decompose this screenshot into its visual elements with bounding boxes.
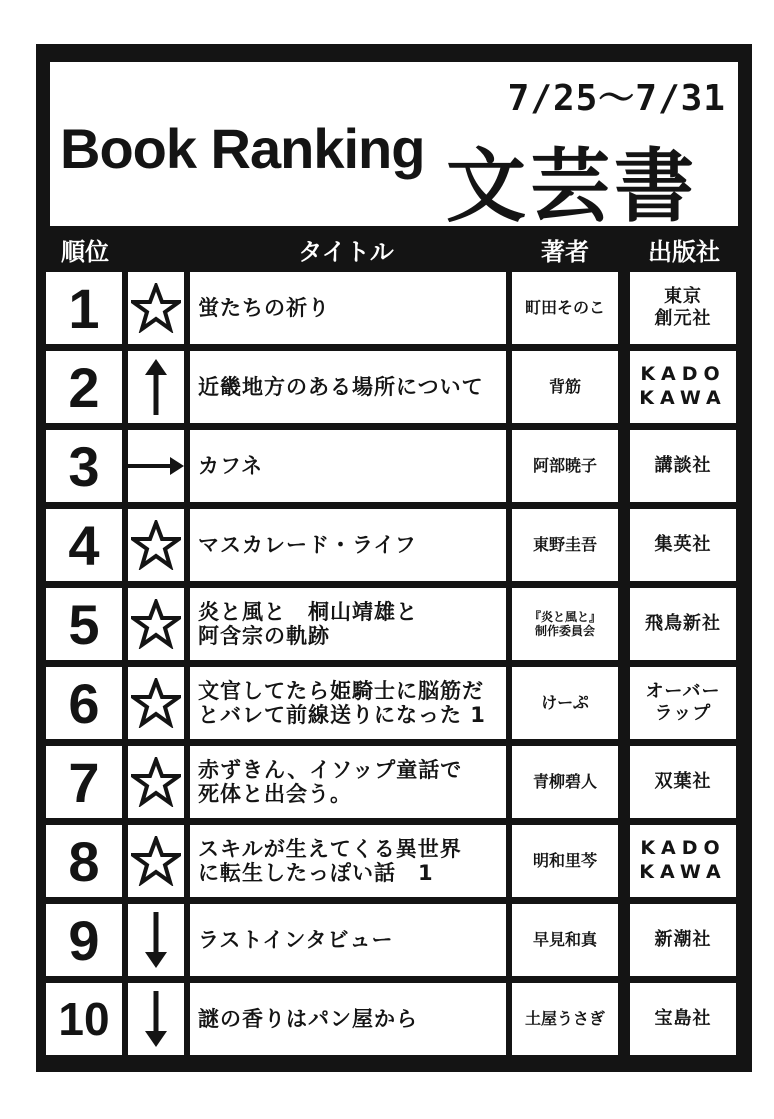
trend-mark (128, 983, 184, 1055)
book-publisher (630, 983, 736, 1055)
ranking-board (36, 44, 752, 1072)
rank-number (46, 904, 122, 976)
rank-number-text: 1 (68, 276, 100, 340)
star-icon (131, 678, 181, 728)
book-author (512, 430, 618, 502)
trend-mark (128, 430, 184, 502)
book-author-text: 阿部暁子 (532, 456, 597, 476)
book-author (512, 509, 618, 581)
book-publisher (630, 430, 736, 502)
book-title (190, 272, 506, 344)
trend-mark (128, 825, 184, 897)
genre-title: 文芸書 (446, 140, 698, 233)
book-author-text: 東野圭吾 (532, 535, 597, 555)
rank-number-text: 5 (68, 592, 100, 656)
star-icon (131, 757, 181, 807)
book-author (512, 746, 618, 818)
arrow-right-icon (128, 451, 184, 481)
book-author-text: 土屋うさぎ (524, 1009, 605, 1029)
rank-number-text: 8 (68, 829, 100, 893)
book-publisher-text: KADO KAWA (639, 837, 727, 883)
book-publisher-text: 東京 創元社 (654, 285, 712, 329)
book-title (190, 667, 506, 739)
book-title (190, 904, 506, 976)
trend-mark (128, 351, 184, 423)
rank-number (46, 746, 122, 818)
book-author (512, 272, 618, 344)
book-publisher-text: 双葉社 (654, 770, 712, 792)
book-publisher-text: 飛鳥新社 (645, 612, 721, 634)
book-author-text: 『炎と風と』 制作委員会 (528, 609, 601, 638)
rank-number-text: 7 (68, 750, 100, 814)
ranking-row (36, 430, 752, 504)
book-author (512, 904, 618, 976)
rank-number (46, 825, 122, 897)
brand-title: Book Ranking (60, 117, 425, 180)
arrow-down-icon (141, 989, 171, 1049)
rank-number (46, 430, 122, 502)
book-title-text: カフネ (198, 453, 264, 478)
book-author-text: 町田そのこ (524, 298, 605, 318)
book-publisher-text: 講談社 (654, 454, 712, 476)
book-author-text: 明和里芩 (532, 851, 597, 871)
book-title (190, 509, 506, 581)
book-title (190, 746, 506, 818)
book-title (190, 351, 506, 423)
rank-number-text: 10 (58, 993, 110, 1045)
ranking-row (36, 351, 752, 425)
star-icon (131, 520, 181, 570)
book-title (190, 588, 506, 660)
book-publisher-text: 集英社 (654, 533, 712, 555)
book-publisher (630, 825, 736, 897)
book-title (190, 825, 506, 897)
book-publisher (630, 746, 736, 818)
book-title (190, 430, 506, 502)
star-icon (131, 283, 181, 333)
book-author (512, 588, 618, 660)
book-author-text: けーぷ (541, 693, 589, 713)
book-title-text: ラストインタビュー (198, 927, 394, 952)
rank-number (46, 983, 122, 1055)
trend-mark (128, 746, 184, 818)
ranking-row (36, 272, 752, 346)
column-header-title: タイトル (298, 238, 394, 266)
rank-number (46, 588, 122, 660)
book-publisher-text: 新潮社 (654, 928, 712, 950)
book-author (512, 983, 618, 1055)
book-publisher (630, 588, 736, 660)
book-author (512, 825, 618, 897)
book-title-text: 赤ずきん、イソップ童話で 死体と出会う。 (198, 757, 463, 806)
trend-mark (128, 509, 184, 581)
ranking-row (36, 746, 752, 820)
book-author-text: 背筋 (548, 377, 581, 397)
rank-number-text: 4 (68, 513, 100, 577)
ranking-row (36, 588, 752, 662)
date-range: 7/25〜7/31 (507, 78, 726, 119)
book-title (190, 983, 506, 1055)
star-icon (131, 599, 181, 649)
book-title-text: スキルが生えてくる異世界 に転生したっぽい話 1 (198, 836, 462, 885)
rank-number-text: 9 (68, 908, 100, 972)
trend-mark (128, 904, 184, 976)
book-author (512, 667, 618, 739)
column-header-publisher: 出版社 (648, 238, 720, 266)
arrow-up-icon (141, 357, 171, 417)
book-title-text: マスカレード・ライフ (198, 532, 417, 557)
book-publisher-text: オーバー ラップ (645, 680, 721, 724)
book-title-text: 炎と風と 桐山靖雄と 阿含宗の軌跡 (198, 599, 418, 648)
rank-number-text: 6 (68, 671, 100, 735)
header-panel (50, 62, 738, 233)
book-title-text: 蛍たちの祈り (198, 295, 330, 320)
rank-number (46, 667, 122, 739)
book-author-text: 早見和真 (532, 930, 597, 950)
column-header-rank: 順位 (61, 238, 109, 266)
ranking-row (36, 667, 752, 741)
star-icon (131, 836, 181, 886)
book-publisher (630, 904, 736, 976)
rank-number (46, 509, 122, 581)
book-publisher-text: KADO KAWA (639, 363, 727, 409)
rank-number (46, 272, 122, 344)
column-header-author: 著者 (541, 238, 589, 266)
book-publisher (630, 667, 736, 739)
book-author (512, 351, 618, 423)
ranking-row (36, 904, 752, 978)
book-publisher (630, 351, 736, 423)
book-title-text: 近畿地方のある場所について (198, 374, 484, 399)
rank-number-text: 3 (68, 434, 100, 498)
ranking-row (36, 983, 752, 1057)
book-author-text: 青柳碧人 (532, 772, 597, 792)
rank-number-text: 2 (68, 355, 100, 419)
book-publisher-text: 宝島社 (654, 1007, 712, 1029)
rank-number (46, 351, 122, 423)
book-publisher (630, 509, 736, 581)
arrow-down-icon (141, 910, 171, 970)
ranking-row (36, 509, 752, 583)
trend-mark (128, 588, 184, 660)
trend-mark (128, 272, 184, 344)
ranking-row (36, 825, 752, 899)
book-title-text: 謎の香りはパン屋から (198, 1006, 418, 1031)
book-publisher (630, 272, 736, 344)
book-title-text: 文官してたら姫騎士に脳筋だ とバレて前線送りになった 1 (198, 678, 486, 727)
trend-mark (128, 667, 184, 739)
